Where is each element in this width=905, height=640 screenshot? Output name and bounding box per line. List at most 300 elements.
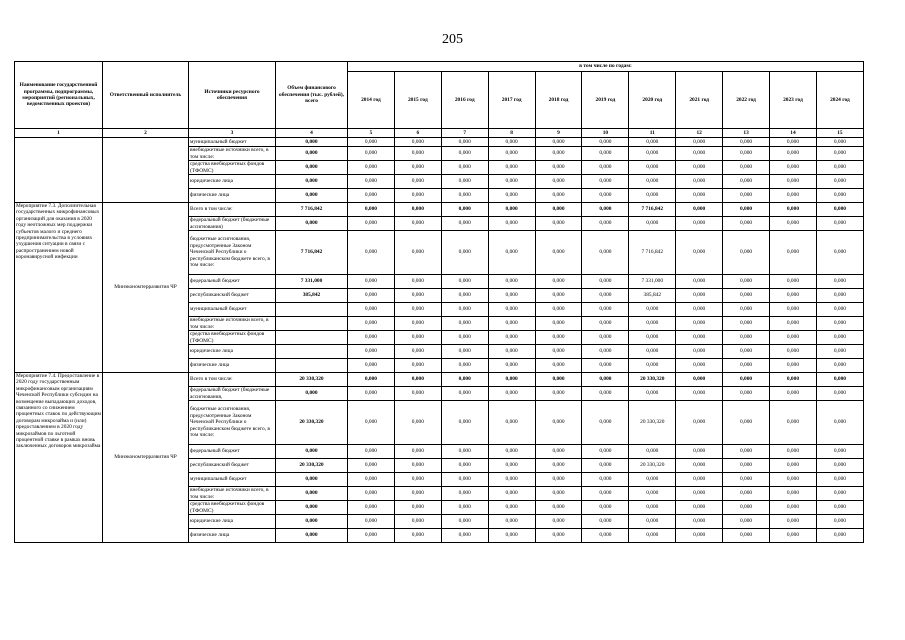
year-value: 0,000 xyxy=(348,331,395,345)
year-value: 385,842 xyxy=(629,289,676,303)
year-value: 0,000 xyxy=(535,515,582,529)
year-value: 0,000 xyxy=(441,501,488,515)
year-value: 0,000 xyxy=(770,387,817,401)
year-value: 0,000 xyxy=(816,345,863,359)
year-value: 0,000 xyxy=(629,501,676,515)
year-value: 0,000 xyxy=(676,459,723,473)
year-value: 0,000 xyxy=(770,138,817,147)
total-value: 7 716,842 xyxy=(276,231,348,275)
year-value: 0,000 xyxy=(488,331,535,345)
year-value: 0,000 xyxy=(676,501,723,515)
funding-source: муниципальный бюджет xyxy=(189,303,276,317)
funding-source: средства внебюджетных фондов (ТФОМС) xyxy=(189,501,276,515)
year-value: 0,000 xyxy=(770,345,817,359)
year-value: 0,000 xyxy=(348,359,395,373)
year-value: 0,000 xyxy=(582,445,629,459)
total-value: 0,000 xyxy=(276,189,348,203)
year-value: 0,000 xyxy=(723,289,770,303)
year-value: 0,000 xyxy=(770,359,817,373)
year-value: 0,000 xyxy=(629,387,676,401)
total-value: 0,000 xyxy=(276,175,348,189)
year-value: 0,000 xyxy=(723,515,770,529)
year-value: 0,000 xyxy=(723,501,770,515)
year-value: 0,000 xyxy=(488,303,535,317)
year-value: 0,000 xyxy=(629,175,676,189)
table-row xyxy=(15,138,864,147)
year-value: 0,000 xyxy=(348,203,395,217)
year-value: 0,000 xyxy=(488,373,535,387)
total-value: 385,842 xyxy=(276,289,348,303)
year-value: 0,000 xyxy=(816,515,863,529)
year-value: 0,000 xyxy=(816,473,863,487)
year-value: 0,000 xyxy=(394,317,441,331)
financing-table xyxy=(14,61,864,543)
year-value: 0,000 xyxy=(488,275,535,289)
year-value: 0,000 xyxy=(348,217,395,231)
year-value: 0,000 xyxy=(770,275,817,289)
funding-source: средства внебюджетных фондов (ТФОМС) xyxy=(189,331,276,345)
year-value: 0,000 xyxy=(488,459,535,473)
year-value: 0,000 xyxy=(770,289,817,303)
year-value: 0,000 xyxy=(723,331,770,345)
header-years-group: в том числе по годам: xyxy=(348,62,864,72)
year-value: 0,000 xyxy=(348,445,395,459)
year-value: 0,000 xyxy=(676,275,723,289)
column-number: 5 xyxy=(348,129,395,138)
year-value: 0,000 xyxy=(676,289,723,303)
year-value: 0,000 xyxy=(770,501,817,515)
year-value: 0,000 xyxy=(488,501,535,515)
year-value: 0,000 xyxy=(723,303,770,317)
year-value: 0,000 xyxy=(816,459,863,473)
total-value: 7 716,842 xyxy=(276,203,348,217)
year-value: 0,000 xyxy=(676,445,723,459)
year-value: 0,000 xyxy=(816,217,863,231)
header-year: 2022 год xyxy=(723,72,770,129)
year-value: 0,000 xyxy=(441,345,488,359)
year-value: 0,000 xyxy=(676,147,723,161)
year-value: 0,000 xyxy=(441,487,488,501)
total-value xyxy=(276,317,348,331)
year-value: 0,000 xyxy=(535,289,582,303)
year-value: 0,000 xyxy=(348,147,395,161)
year-value: 0,000 xyxy=(535,161,582,175)
year-value: 0,000 xyxy=(582,401,629,445)
year-value: 0,000 xyxy=(535,317,582,331)
year-value: 0,000 xyxy=(770,203,817,217)
year-value: 0,000 xyxy=(629,217,676,231)
year-value: 0,000 xyxy=(770,303,817,317)
year-value: 0,000 xyxy=(535,203,582,217)
funding-source: физические лица xyxy=(189,189,276,203)
year-value: 0,000 xyxy=(582,217,629,231)
year-value: 0,000 xyxy=(348,459,395,473)
year-value: 0,000 xyxy=(488,345,535,359)
funding-source: юридические лица xyxy=(189,175,276,189)
year-value: 0,000 xyxy=(582,175,629,189)
year-value: 0,000 xyxy=(535,345,582,359)
funding-source: бюджетные ассигнования, предусмотренные Законом Чеченской Республики о республиканском бюджете всего, в том числе: xyxy=(189,231,276,275)
year-value: 0,000 xyxy=(488,289,535,303)
funding-source: федеральный бюджет xyxy=(189,445,276,459)
year-value: 0,000 xyxy=(676,487,723,501)
year-value: 0,000 xyxy=(535,387,582,401)
year-value: 0,000 xyxy=(488,189,535,203)
year-value: 0,000 xyxy=(348,529,395,543)
total-value: 0,000 xyxy=(276,387,348,401)
funding-source: физические лица xyxy=(189,529,276,543)
year-value: 0,000 xyxy=(816,203,863,217)
year-value: 0,000 xyxy=(676,387,723,401)
year-value: 0,000 xyxy=(535,459,582,473)
year-value: 0,000 xyxy=(348,289,395,303)
column-number: 11 xyxy=(629,129,676,138)
year-value: 0,000 xyxy=(535,189,582,203)
year-value: 0,000 xyxy=(816,401,863,445)
funding-source: Всего в том числе: xyxy=(189,203,276,217)
year-value: 0,000 xyxy=(723,203,770,217)
column-number: 6 xyxy=(394,129,441,138)
year-value: 0,000 xyxy=(816,275,863,289)
year-value: 0,000 xyxy=(629,189,676,203)
total-value: 0,000 xyxy=(276,445,348,459)
year-value: 0,000 xyxy=(723,445,770,459)
year-value: 0,000 xyxy=(441,529,488,543)
year-value: 0,000 xyxy=(723,345,770,359)
year-value: 0,000 xyxy=(441,189,488,203)
year-value: 0,000 xyxy=(770,161,817,175)
year-value: 0,000 xyxy=(488,138,535,147)
year-value: 0,000 xyxy=(723,147,770,161)
funding-source: муниципальный бюджет xyxy=(189,138,276,147)
year-value: 0,000 xyxy=(441,147,488,161)
column-number: 14 xyxy=(770,129,817,138)
funding-source: физические лица xyxy=(189,359,276,373)
total-value: 0,000 xyxy=(276,473,348,487)
year-value: 0,000 xyxy=(488,217,535,231)
year-value: 0,000 xyxy=(816,487,863,501)
year-value: 7 716,842 xyxy=(629,203,676,217)
total-value xyxy=(276,345,348,359)
funding-source: республиканский бюджет xyxy=(189,289,276,303)
year-value: 0,000 xyxy=(582,331,629,345)
total-value xyxy=(276,303,348,317)
column-number: 8 xyxy=(488,129,535,138)
total-value: 20 330,320 xyxy=(276,401,348,445)
year-value: 0,000 xyxy=(394,387,441,401)
header-year: 2014 год xyxy=(348,72,395,129)
year-value: 0,000 xyxy=(441,275,488,289)
year-value: 0,000 xyxy=(441,373,488,387)
column-number: 9 xyxy=(535,129,582,138)
year-value: 0,000 xyxy=(629,138,676,147)
header-name: Наименование государственной программы, подпрограммы, мероприятий (региональных, ведомственных проектов) xyxy=(15,62,103,129)
year-value: 0,000 xyxy=(676,401,723,445)
year-value: 0,000 xyxy=(582,473,629,487)
year-value: 0,000 xyxy=(488,359,535,373)
year-value: 0,000 xyxy=(394,303,441,317)
year-value: 0,000 xyxy=(441,289,488,303)
year-value: 0,000 xyxy=(441,303,488,317)
year-value: 0,000 xyxy=(770,189,817,203)
year-value: 0,000 xyxy=(394,473,441,487)
year-value: 0,000 xyxy=(348,345,395,359)
header-year: 2015 год xyxy=(394,72,441,129)
year-value: 0,000 xyxy=(535,373,582,387)
year-value: 0,000 xyxy=(394,515,441,529)
year-value: 0,000 xyxy=(723,231,770,275)
year-value: 0,000 xyxy=(488,401,535,445)
year-value: 0,000 xyxy=(488,473,535,487)
year-value: 7 716,842 xyxy=(629,231,676,275)
year-value: 0,000 xyxy=(488,161,535,175)
year-value: 0,000 xyxy=(816,175,863,189)
year-value: 0,000 xyxy=(394,275,441,289)
total-value: 0,000 xyxy=(276,487,348,501)
year-value: 0,000 xyxy=(770,373,817,387)
year-value: 0,000 xyxy=(770,445,817,459)
year-value: 0,000 xyxy=(582,203,629,217)
year-value: 0,000 xyxy=(441,175,488,189)
year-value: 0,000 xyxy=(348,373,395,387)
column-number: 15 xyxy=(816,129,863,138)
year-value: 0,000 xyxy=(394,359,441,373)
year-value: 0,000 xyxy=(394,445,441,459)
total-value: 0,000 xyxy=(276,138,348,147)
year-value: 0,000 xyxy=(816,289,863,303)
year-value: 0,000 xyxy=(676,373,723,387)
year-value: 0,000 xyxy=(394,289,441,303)
year-value: 0,000 xyxy=(441,331,488,345)
year-value: 0,000 xyxy=(629,161,676,175)
year-value: 0,000 xyxy=(441,473,488,487)
year-value: 0,000 xyxy=(723,487,770,501)
year-value: 0,000 xyxy=(582,189,629,203)
year-value: 0,000 xyxy=(582,147,629,161)
year-value: 0,000 xyxy=(535,303,582,317)
year-value: 0,000 xyxy=(582,275,629,289)
year-value: 0,000 xyxy=(441,387,488,401)
year-value: 0,000 xyxy=(535,331,582,345)
total-value: 20 330,320 xyxy=(276,459,348,473)
year-value: 0,000 xyxy=(629,147,676,161)
year-value: 0,000 xyxy=(770,175,817,189)
year-value: 0,000 xyxy=(582,303,629,317)
year-value: 0,000 xyxy=(676,161,723,175)
header-year: 2021 год xyxy=(676,72,723,129)
year-value: 0,000 xyxy=(770,401,817,445)
year-value: 0,000 xyxy=(582,317,629,331)
year-value: 0,000 xyxy=(582,529,629,543)
year-value: 0,000 xyxy=(348,303,395,317)
year-value: 0,000 xyxy=(723,459,770,473)
total-value xyxy=(276,331,348,345)
year-value: 0,000 xyxy=(394,217,441,231)
executor: Минэкономтерразвития ЧР xyxy=(103,373,189,543)
year-value: 20 330,320 xyxy=(629,459,676,473)
year-value: 0,000 xyxy=(676,317,723,331)
year-value: 0,000 xyxy=(723,217,770,231)
column-number: 10 xyxy=(582,129,629,138)
funding-source: Всего в том числе: xyxy=(189,373,276,387)
year-value: 0,000 xyxy=(676,359,723,373)
header-executor: Ответственный исполнитель xyxy=(103,62,189,129)
year-value: 0,000 xyxy=(629,487,676,501)
year-value: 0,000 xyxy=(676,515,723,529)
column-number: 12 xyxy=(676,129,723,138)
funding-source: внебюджетные источники всего, в том числе: xyxy=(189,147,276,161)
year-value: 0,000 xyxy=(676,331,723,345)
funding-source: юридические лица xyxy=(189,515,276,529)
year-value: 0,000 xyxy=(723,275,770,289)
year-value: 0,000 xyxy=(582,515,629,529)
year-value: 0,000 xyxy=(723,529,770,543)
year-value: 0,000 xyxy=(816,317,863,331)
header-year: 2023 год xyxy=(770,72,817,129)
year-value: 0,000 xyxy=(535,445,582,459)
year-value: 0,000 xyxy=(723,138,770,147)
year-value: 0,000 xyxy=(348,231,395,275)
total-value: 0,000 xyxy=(276,161,348,175)
year-value: 0,000 xyxy=(348,501,395,515)
year-value: 0,000 xyxy=(535,231,582,275)
header-year: 2020 год xyxy=(629,72,676,129)
year-value: 0,000 xyxy=(394,501,441,515)
year-value: 20 330,320 xyxy=(629,401,676,445)
year-value: 0,000 xyxy=(770,317,817,331)
year-value: 0,000 xyxy=(816,147,863,161)
year-value: 0,000 xyxy=(441,459,488,473)
measure-name: Мероприятие 7.3. Дополнительная государственных микрофинансовых организаций для оказания в 2020 году неотложных мер поддержки субъектов малого и среднего предпринимательства в условиях ухудшения ситуации в связи с распространением новой коронавирусной инфекции xyxy=(15,203,103,373)
year-value: 0,000 xyxy=(535,175,582,189)
year-value: 0,000 xyxy=(582,289,629,303)
year-value: 0,000 xyxy=(535,138,582,147)
year-value: 7 331,000 xyxy=(629,275,676,289)
year-value: 0,000 xyxy=(348,317,395,331)
header-year: 2024 год xyxy=(816,72,863,129)
total-value: 0,000 xyxy=(276,217,348,231)
year-value: 0,000 xyxy=(723,373,770,387)
column-number: 7 xyxy=(441,129,488,138)
column-number: 1 xyxy=(15,129,103,138)
funding-source: внебюджетные источники всего, в том числе: xyxy=(189,487,276,501)
funding-source: федеральный бюджет (бюджетные ассигнования, xyxy=(189,387,276,401)
year-value: 0,000 xyxy=(816,445,863,459)
year-value: 0,000 xyxy=(770,217,817,231)
year-value: 0,000 xyxy=(441,203,488,217)
year-value: 0,000 xyxy=(816,501,863,515)
header-year: 2016 год xyxy=(441,72,488,129)
year-value: 0,000 xyxy=(816,189,863,203)
header-year: 2019 год xyxy=(582,72,629,129)
year-value: 0,000 xyxy=(535,501,582,515)
year-value: 0,000 xyxy=(441,161,488,175)
year-value: 0,000 xyxy=(394,175,441,189)
year-value: 0,000 xyxy=(629,529,676,543)
year-value: 0,000 xyxy=(441,515,488,529)
year-value: 0,000 xyxy=(723,401,770,445)
year-value: 0,000 xyxy=(629,445,676,459)
year-value: 0,000 xyxy=(348,138,395,147)
year-value: 0,000 xyxy=(348,401,395,445)
year-value: 0,000 xyxy=(441,317,488,331)
year-value: 0,000 xyxy=(535,217,582,231)
funding-source: внебюджетные источники всего, в том числе: xyxy=(189,317,276,331)
year-value: 0,000 xyxy=(535,359,582,373)
year-value: 0,000 xyxy=(394,487,441,501)
year-value: 0,000 xyxy=(770,459,817,473)
column-number-row xyxy=(15,129,864,138)
header-year: 2018 год xyxy=(535,72,582,129)
year-value: 0,000 xyxy=(441,359,488,373)
year-value: 0,000 xyxy=(441,138,488,147)
table-row xyxy=(15,203,864,217)
year-value: 0,000 xyxy=(629,345,676,359)
year-value: 0,000 xyxy=(348,275,395,289)
measure-name xyxy=(15,138,103,203)
funding-source: бюджетные ассигнования, предусмотренные Законом Чеченской Республики о республиканском бюджете всего, в том числе: xyxy=(189,401,276,445)
year-value: 0,000 xyxy=(535,529,582,543)
year-value: 0,000 xyxy=(770,147,817,161)
year-value: 0,000 xyxy=(816,138,863,147)
year-value: 0,000 xyxy=(488,317,535,331)
year-value: 0,000 xyxy=(629,473,676,487)
header-year: 2017 год xyxy=(488,72,535,129)
year-value: 0,000 xyxy=(488,147,535,161)
column-number: 3 xyxy=(189,129,276,138)
year-value: 0,000 xyxy=(816,331,863,345)
year-value: 0,000 xyxy=(348,161,395,175)
year-value: 0,000 xyxy=(535,147,582,161)
funding-source: федеральный бюджет (бюджетные ассигнования) xyxy=(189,217,276,231)
year-value: 0,000 xyxy=(488,231,535,275)
table-body xyxy=(15,138,864,543)
page-number: 205 xyxy=(442,32,463,47)
year-value: 0,000 xyxy=(629,515,676,529)
year-value: 0,000 xyxy=(488,529,535,543)
year-value: 0,000 xyxy=(441,445,488,459)
year-value: 0,000 xyxy=(723,189,770,203)
year-value: 0,000 xyxy=(676,473,723,487)
year-value: 0,000 xyxy=(676,189,723,203)
year-value: 0,000 xyxy=(676,203,723,217)
year-value: 0,000 xyxy=(348,175,395,189)
year-value: 0,000 xyxy=(770,529,817,543)
total-value: 0,000 xyxy=(276,147,348,161)
executor: Минэкономтерразвития ЧР xyxy=(103,203,189,373)
year-value: 0,000 xyxy=(770,231,817,275)
year-value: 0,000 xyxy=(629,317,676,331)
year-value: 0,000 xyxy=(723,161,770,175)
year-value: 0,000 xyxy=(535,275,582,289)
year-value: 0,000 xyxy=(394,147,441,161)
year-value: 0,000 xyxy=(488,487,535,501)
year-value: 0,000 xyxy=(488,203,535,217)
year-value: 0,000 xyxy=(394,373,441,387)
year-value: 0,000 xyxy=(441,401,488,445)
year-value: 0,000 xyxy=(582,231,629,275)
year-value: 0,000 xyxy=(816,529,863,543)
year-value: 0,000 xyxy=(535,401,582,445)
year-value: 0,000 xyxy=(582,345,629,359)
year-value: 20 330,320 xyxy=(629,373,676,387)
year-value: 0,000 xyxy=(441,217,488,231)
year-value: 0,000 xyxy=(723,359,770,373)
year-value: 0,000 xyxy=(348,387,395,401)
year-value: 0,000 xyxy=(348,515,395,529)
year-value: 0,000 xyxy=(535,473,582,487)
year-value: 0,000 xyxy=(816,231,863,275)
